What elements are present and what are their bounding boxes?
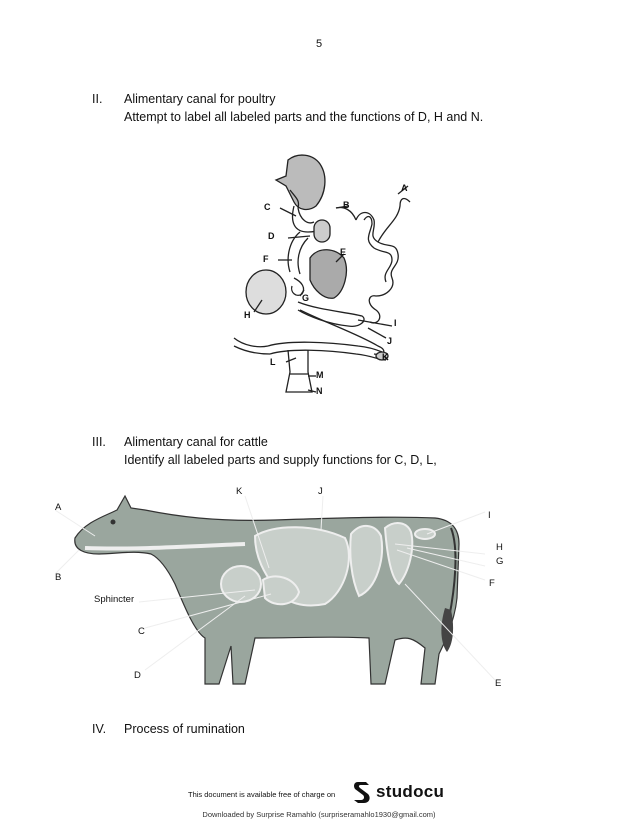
poultry-label-b: B xyxy=(343,200,350,210)
footer-availability-text: This document is available free of charge on xyxy=(188,790,336,799)
poultry-label-c: C xyxy=(264,202,271,212)
cattle-label-j: J xyxy=(318,486,323,497)
poultry-label-d: D xyxy=(268,231,275,241)
poultry-alimentary-canal-diagram xyxy=(228,150,428,405)
cattle-label-i: I xyxy=(488,510,491,521)
section-instruction: Identify all labeled parts and supply functions for C, D, L, xyxy=(124,453,437,467)
section-number: III. xyxy=(92,435,106,449)
studocu-logo-icon xyxy=(352,780,372,804)
poultry-label-f: F xyxy=(263,254,269,264)
cattle-label-a: A xyxy=(55,502,62,513)
poultry-label-n: N xyxy=(316,386,323,396)
cattle-label-g: G xyxy=(496,556,504,567)
cattle-label-f: F xyxy=(489,578,495,589)
section-title: Alimentary canal for poultry xyxy=(124,92,276,106)
section-instruction: Attempt to label all labeled parts and the functions of D, H and N. xyxy=(124,110,484,124)
cattle-label-d: D xyxy=(134,670,141,681)
footer-download-info: Downloaded by Surprise Ramahlo (surpriseramahlo1930@gmail.com) xyxy=(202,810,436,819)
poultry-label-e: E xyxy=(340,247,347,257)
poultry-label-a: A xyxy=(401,183,408,193)
studocu-logo[interactable] xyxy=(352,780,444,804)
poultry-label-m: M xyxy=(316,370,324,380)
poultry-label-j: J xyxy=(387,336,393,346)
cattle-alimentary-canal-diagram xyxy=(55,488,495,698)
poultry-label-g: G xyxy=(302,293,310,303)
section-number: II. xyxy=(92,92,103,106)
section-rumination-heading xyxy=(92,720,612,740)
poultry-label-l: L xyxy=(270,357,276,367)
poultry-label-h: H xyxy=(244,310,251,320)
cattle-label-b: B xyxy=(55,572,62,583)
cattle-label-c: C xyxy=(138,626,145,637)
cattle-label-k: K xyxy=(236,486,243,497)
poultry-label-i: I xyxy=(394,318,397,328)
poultry-label-k: K xyxy=(382,352,389,362)
page-number: 5 xyxy=(315,38,323,50)
studocu-logo-text: studocu xyxy=(376,782,445,801)
cattle-label-e: E xyxy=(495,678,502,689)
cattle-label-sphincter: Sphincter xyxy=(94,594,135,605)
section-title: Process of rumination xyxy=(124,722,245,736)
cattle-label-h: H xyxy=(496,542,503,553)
section-poultry-heading xyxy=(92,90,612,130)
section-number: IV. xyxy=(92,722,107,736)
section-cattle-heading xyxy=(92,433,612,473)
section-title: Alimentary canal for cattle xyxy=(124,435,268,449)
